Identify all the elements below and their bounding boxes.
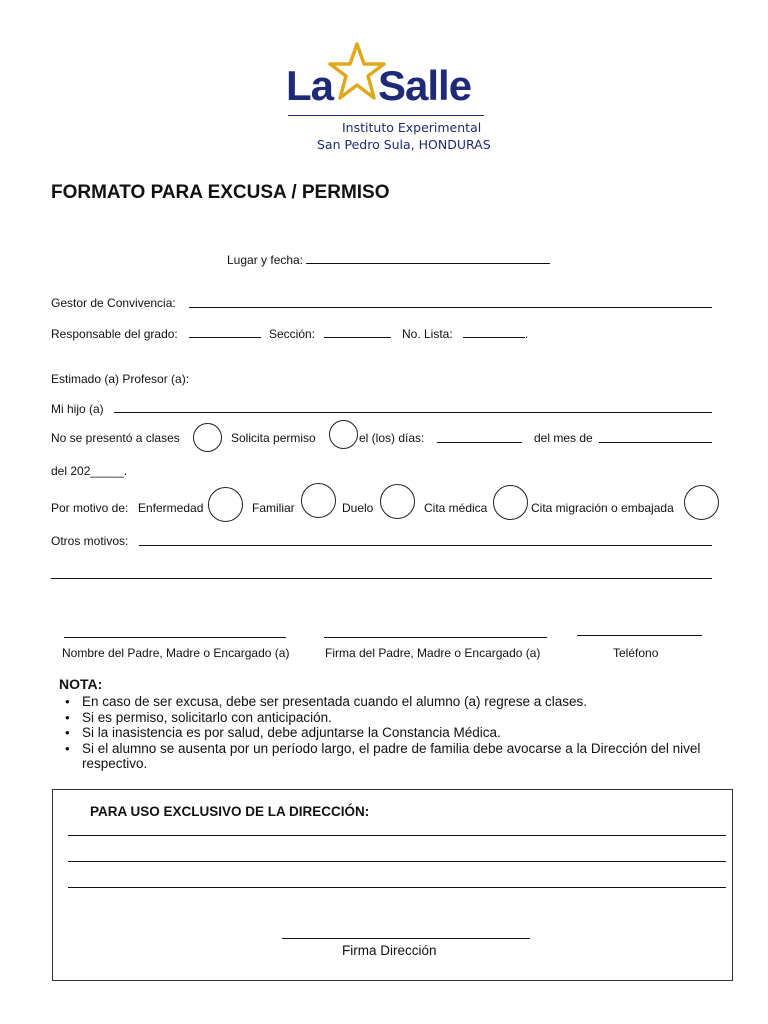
- manager-field[interactable]: [189, 307, 712, 308]
- phone-field[interactable]: [577, 635, 702, 636]
- school-logo: [280, 40, 500, 155]
- logo-word-salle: Salle: [378, 62, 472, 109]
- reason-migration-label: Cita migración o embajada: [531, 501, 674, 515]
- logo-word-la: La: [286, 62, 334, 109]
- absent-checkbox[interactable]: [193, 423, 222, 452]
- section-label: Sección:: [269, 327, 316, 341]
- page-title: FORMATO PARA EXCUSA / PERMISO: [51, 182, 390, 203]
- permission-checkbox[interactable]: [329, 420, 358, 449]
- permission-label: Solicita permiso: [231, 431, 316, 445]
- direction-field-line3[interactable]: [68, 887, 726, 888]
- notes-list: [57, 694, 707, 772]
- reason-family-checkbox[interactable]: [301, 483, 336, 518]
- greeting-text: Estimado (a) Profesor (a):: [51, 372, 190, 386]
- note-item: • En caso de ser excusa, debe ser presentada cuando el alumno (a) regrese a clases.: [57, 694, 707, 710]
- notes-heading: NOTA:: [59, 676, 103, 692]
- direction-signature-field[interactable]: [282, 938, 530, 939]
- other-reasons-field[interactable]: [139, 545, 712, 546]
- logo-institute-name: Instituto Experimental: [342, 120, 482, 135]
- direction-box: [52, 789, 733, 981]
- logo-location: San Pedro Sula, HONDURAS: [317, 137, 491, 152]
- reason-mourning-checkbox[interactable]: [380, 484, 415, 519]
- reason-label: Por motivo de:: [51, 501, 129, 515]
- phone-label: Teléfono: [613, 646, 659, 660]
- place-date-field[interactable]: [306, 263, 550, 264]
- reason-medical-checkbox[interactable]: [493, 485, 528, 520]
- direction-field-line1[interactable]: [68, 835, 726, 836]
- manager-label: Gestor de Convivencia:: [51, 296, 176, 310]
- parent-signature-label: Firma del Padre, Madre o Encargado (a): [325, 646, 541, 660]
- grade-field[interactable]: [189, 337, 261, 338]
- days-field[interactable]: [437, 442, 522, 443]
- note-item: • Si la inasistencia es por salud, debe adjuntarse la Constancia Médica.: [57, 725, 707, 741]
- year-label: del 202_____.: [51, 464, 128, 478]
- list-label: No. Lista:: [402, 327, 453, 341]
- month-field[interactable]: [599, 442, 712, 443]
- reason-illness-label: Enfermedad: [138, 501, 204, 515]
- list-end: .: [525, 327, 529, 341]
- logo-divider: [288, 115, 484, 116]
- place-date-label: Lugar y fecha:: [227, 253, 304, 267]
- reason-medical-label: Cita médica: [424, 501, 488, 515]
- reason-migration-checkbox[interactable]: [684, 485, 719, 520]
- list-field[interactable]: [463, 337, 525, 338]
- absent-label: No se presentó a clases: [51, 431, 180, 445]
- direction-heading: PARA USO EXCLUSIVO DE LA DIRECCIÓN:: [90, 804, 370, 819]
- son-label: Mi hijo (a): [51, 402, 104, 416]
- section-field[interactable]: [324, 337, 391, 338]
- son-field[interactable]: [114, 412, 712, 413]
- grade-label: Responsable del grado:: [51, 327, 178, 341]
- note-item: • Si es permiso, solicitarlo con anticipación.: [57, 710, 707, 726]
- reason-mourning-label: Duelo: [342, 501, 374, 515]
- days-label: el (los) días:: [359, 431, 425, 445]
- parent-name-field[interactable]: [64, 637, 286, 638]
- reason-family-label: Familiar: [252, 501, 295, 515]
- parent-signature-field[interactable]: [324, 637, 547, 638]
- reason-illness-checkbox[interactable]: [208, 487, 243, 522]
- note-item: • Si el alumno se ausenta por un período largo, el padre de familia debe avocarse a la Dirección del nivel respectivo.: [57, 741, 707, 772]
- parent-name-label: Nombre del Padre, Madre o Encargado (a): [62, 646, 290, 660]
- other-reasons-label: Otros motivos:: [51, 534, 129, 548]
- direction-field-line2[interactable]: [68, 861, 726, 862]
- other-reasons-field-line2[interactable]: [51, 578, 712, 579]
- month-label: del mes de: [534, 431, 593, 445]
- direction-signature-label: Firma Dirección: [342, 943, 437, 958]
